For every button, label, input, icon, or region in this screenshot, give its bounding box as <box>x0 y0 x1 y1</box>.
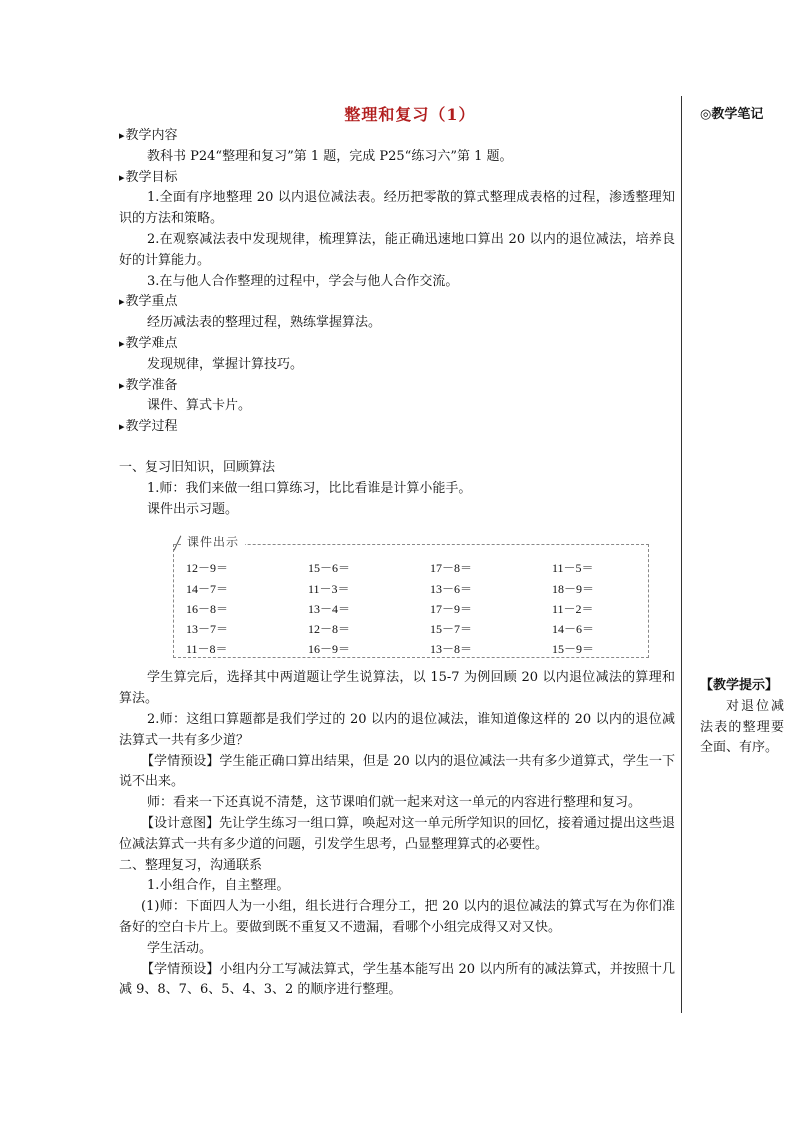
exercise-item: 13－4＝ <box>308 601 351 616</box>
section-head-key: ▸ 教学重点 <box>119 292 675 313</box>
main-content <box>119 104 675 1001</box>
exercise-item: 12－8＝ <box>308 621 351 636</box>
exercise-item: 18－9＝ <box>552 581 595 596</box>
exercise-item: 15－7＝ <box>430 621 473 636</box>
paragraph: 【学情预设】小组内分工写减法算式，学生基本能写出 20 以内所有的减法算式，并按照十几减 9、8、7、6、5、4、3、2 的顺序进行整理。 <box>119 961 675 998</box>
exercise-item: 12－9＝ <box>186 561 229 576</box>
part2-title: 二、整理复习，沟通联系 <box>119 857 263 873</box>
section-head-process: ▸ 教学过程 <box>119 417 675 438</box>
paragraph: 1.师：我们来做一组口算练习，比比看谁是计算小能手。 <box>147 480 472 496</box>
exercise-item: 11－2＝ <box>552 601 594 616</box>
exercise-card <box>173 534 769 662</box>
paragraph: 学生活动。 <box>147 940 213 956</box>
section-head-content: ▸ 教学内容 <box>119 126 675 147</box>
goal-2: 2.在观察减法表中发现规律，梳理算法，能正确迅速地口算出 20 以内的退位减法，培养良好的计算能力。 <box>119 231 675 268</box>
section-head-goals: ▸ 教学目标 <box>119 168 675 189</box>
key-text: 经历减法表的整理过程，熟练掌握算法。 <box>147 315 382 331</box>
exercise-item: 16－9＝ <box>308 642 351 657</box>
exercise-item: 11－3＝ <box>308 581 350 596</box>
paragraph: 师：看来一下还真说不清楚，这节课咱们就一起来对这一单元的内容进行整理和复习。 <box>147 795 642 811</box>
exercise-item: 17－8＝ <box>430 561 473 576</box>
section-head-prep: ▸ 教学准备 <box>119 376 675 397</box>
exercise-item: 13－7＝ <box>186 621 229 636</box>
exercise-item: 11－8＝ <box>186 642 228 657</box>
difficulty-text: 发现规律，掌握计算技巧。 <box>147 356 304 372</box>
exercise-item: 14－6＝ <box>552 621 595 636</box>
exercise-item: 17－9＝ <box>430 601 473 616</box>
exercise-item: 13－8＝ <box>430 642 473 657</box>
part1-title: 一、复习旧知识，回顾算法 <box>119 459 276 475</box>
paragraph: 【设计意图】先让学生练习一组口算，唤起对这一单元所学知识的回忆，接着通过提出这些退位减法算式一共有多少道的问题，引发学生思考，凸显整理算式的必要性。 <box>119 815 675 852</box>
section-head-difficulty: ▸ 教学难点 <box>119 334 675 355</box>
exercise-item: 13－6＝ <box>430 581 473 596</box>
prep-text: 课件、算式卡片。 <box>147 398 252 414</box>
tip-title: 【教学提示】 <box>700 678 779 693</box>
paragraph: 2.师：这组口算题都是我们学过的 20 以内的退位减法，谁知道像这样的 20 以内的退位减法算式一共有多少道？ <box>119 711 675 748</box>
goal-1: 1.全面有序地整理 20 以内退位减法表。经历把零散的算式整理成表格的过程，渗透整理知识的方法和策略。 <box>119 190 675 227</box>
content-text: 教科书 P24“整理和复习”第 1 题，完成 P25“练习六”第 1 题。 <box>147 148 513 164</box>
page-title: 整理和复习（1） <box>344 105 476 124</box>
exercise-item: 16－8＝ <box>186 601 229 616</box>
card-label: 课件出示 <box>183 534 245 550</box>
exercise-item: 11－5＝ <box>552 561 594 576</box>
column-divider <box>681 96 682 1013</box>
exercise-item: 15－9＝ <box>552 642 595 657</box>
goal-3: 3.在与他人合作整理的过程中，学会与他人合作交流。 <box>147 273 459 289</box>
paragraph: 1.小组合作，自主整理。 <box>147 878 290 894</box>
paragraph: 【学情预设】学生能正确口算出结果，但是 20 以内的退位减法一共有多少道算式，学生一下说不出来。 <box>119 753 675 790</box>
tip-body: 对退位减法表的整理要全面、有序。 <box>700 698 784 756</box>
notes-title: ◎教学笔记 <box>700 107 764 122</box>
paragraph: (1)师：下面四人为一小组，组长进行合理分工，把 20 以内的退位减法的算式写在为你们准备好的空白卡片上。要做到既不重复又不遗漏，看哪个小组完成得又对又快。 <box>119 899 675 935</box>
paragraph: 学生算完后，选择其中两道题让学生说算法，以 15-7 为例回顾 20 以内退位减法的算理和算法。 <box>119 670 675 707</box>
exercise-grid <box>186 558 674 659</box>
exercise-item: 15－6＝ <box>308 561 351 576</box>
teaching-tip <box>700 676 784 759</box>
exercise-item: 14－7＝ <box>186 581 229 596</box>
paragraph: 课件出示习题。 <box>147 501 239 517</box>
